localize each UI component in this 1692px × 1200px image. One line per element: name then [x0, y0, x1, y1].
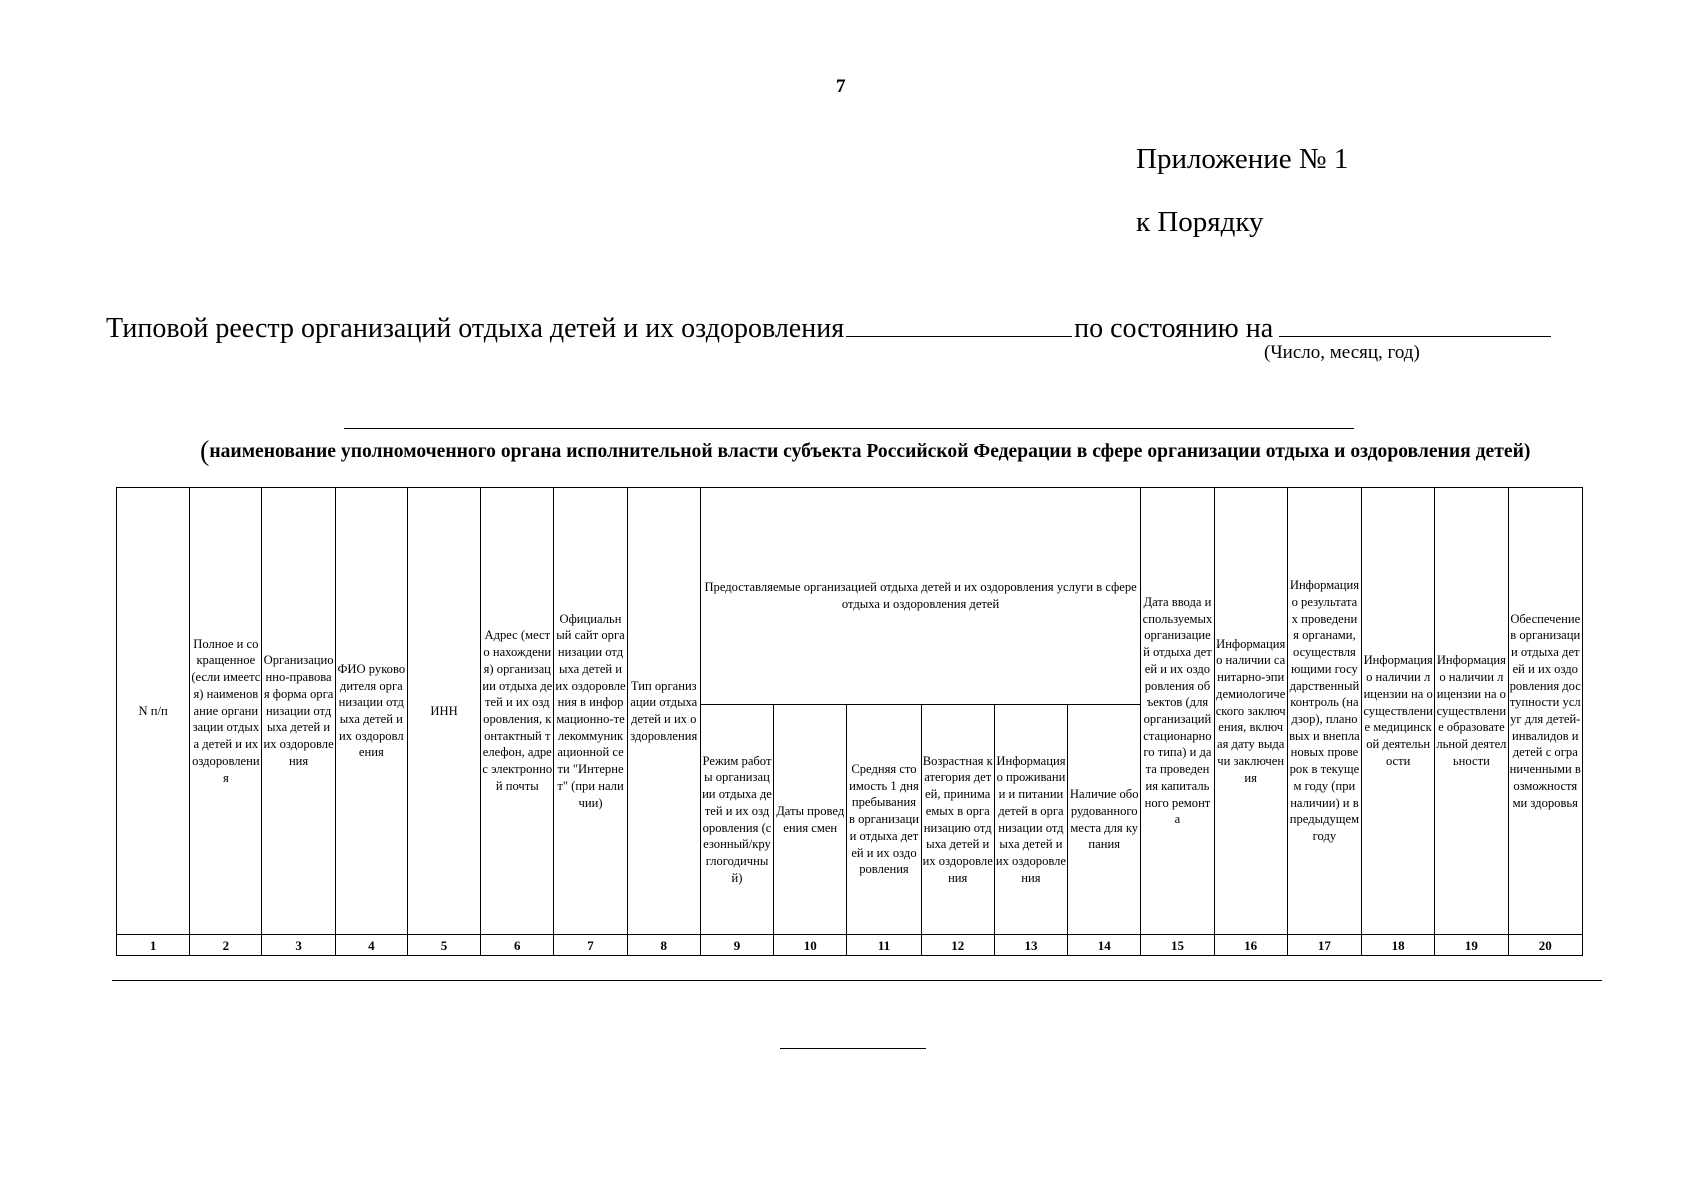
col-header-inspections: Информация о результатах проведения органами, осуществляющими государственный контроль (надзор), плановых и внеплановых проверок в текущем году (при наличии) и в предыдущем году: [1287, 488, 1361, 935]
caption-text: наименование уполномоченного органа исполнительной власти субъекта Российской Федерации в сфере организации отдыха и оздоровления детей): [209, 441, 1531, 462]
subcol-header-swimming-place: Наличие оборудованного места для купания: [1068, 705, 1141, 935]
column-number: 12: [921, 935, 994, 956]
column-number: 20: [1508, 935, 1582, 956]
title-as-of: по состоянию на: [1074, 313, 1274, 344]
column-number: 1: [117, 935, 190, 956]
col-header-sanitary-conclusion: Информация о наличии санитарно-эпидемиологического заключения, включая дату выдачи заключения: [1214, 488, 1287, 935]
subcol-header-work-mode: Режим работы организации отдыха детей и их оздоровления (сезонный/круглогодичный): [700, 705, 773, 935]
appendix-number: Приложение № 1: [1136, 143, 1349, 175]
column-number: 16: [1214, 935, 1287, 956]
column-number: 7: [554, 935, 627, 956]
date-blank-line: [1279, 312, 1551, 337]
footer-rule: [112, 980, 1602, 981]
column-number: 3: [262, 935, 335, 956]
authority-blank-line: [344, 428, 1354, 429]
col-header-commissioning-date: Дата ввода используемых организацией отдыха детей и их оздоровления объектов (для организаций стационарного типа) и дата проведения капитального ремонта: [1141, 488, 1214, 935]
col-header-website: Официальный сайт организации отдыха детей и их оздоровления в информационно-телекоммуникационной сети "Интернет" (при наличии): [554, 488, 627, 935]
subcol-header-accommodation: Информация о проживании и питании детей в организации отдыха детей и их оздоровления: [994, 705, 1067, 935]
column-number: 17: [1287, 935, 1361, 956]
page-number: 7: [836, 76, 846, 97]
col-header-type: Тип организации отдыха детей и их оздоровления: [627, 488, 700, 935]
column-number: 6: [481, 935, 554, 956]
col-header-number: N п/п: [117, 488, 190, 935]
col-header-inn: ИНН: [407, 488, 480, 935]
col-header-director: ФИО руководителя организации отдыха детей и их оздоровления: [335, 488, 407, 935]
region-blank-line: [846, 312, 1072, 337]
appendix-heading: [1136, 145, 1348, 237]
col-header-education-license: Информация о наличии лицензии на осуществление образовательной деятельности: [1435, 488, 1508, 935]
col-header-medical-license: Информация о наличии лицензии на осуществление медицинской деятельности: [1362, 488, 1435, 935]
column-number: 13: [994, 935, 1067, 956]
column-number: 10: [774, 935, 847, 956]
col-header-address: Адрес (место нахождения) организации отдыха детей и их оздоровления, контактный телефон, адрес электронной почты: [481, 488, 554, 935]
date-caption: (Число, месяц, год): [1264, 342, 1420, 363]
col-header-name: Полное и сокращенное (если имеется) наименование организации отдыха детей и их оздоровления: [190, 488, 262, 935]
column-number: 19: [1435, 935, 1508, 956]
column-number: 5: [407, 935, 480, 956]
column-number: 18: [1362, 935, 1435, 956]
column-number: 11: [847, 935, 921, 956]
col-header-legal-form: Организационно-правовая форма организации отдыха детей и их оздоровления: [262, 488, 335, 935]
caption-open-paren: (: [200, 436, 210, 467]
column-number: 9: [700, 935, 773, 956]
column-number: 4: [335, 935, 407, 956]
subcol-header-age-category: Возрастная категория детей, принимаемых в организацию отдыха детей и их оздоровления: [921, 705, 994, 935]
title-text: Типовой реестр организаций отдыха детей и их оздоровления: [106, 313, 845, 344]
column-number: 14: [1068, 935, 1141, 956]
subcol-header-shift-dates: Даты проведения смен: [774, 705, 847, 935]
col-header-accessibility: Обеспечение в организации отдыха детей и их оздоровления доступности услуг для детей-инвалидов и детей с ограниченными возможностями здоровья: [1508, 488, 1582, 935]
column-number: 2: [190, 935, 262, 956]
document-title: [106, 312, 1551, 345]
end-mark-rule: [780, 1048, 926, 1049]
col-header-services-group: Предоставляемые организацией отдыха детей и их оздоровления услуги в сфере отдыха и оздоровления детей: [700, 488, 1140, 705]
subcol-header-daily-cost: Средняя стоимость 1 дня пребывания в организации отдыха детей и их оздоровления: [847, 705, 921, 935]
appendix-reference: к Порядку: [1136, 206, 1264, 238]
column-number: 8: [627, 935, 700, 956]
column-number: 15: [1141, 935, 1214, 956]
registry-table: [116, 487, 1583, 956]
authority-caption: [200, 436, 1530, 468]
